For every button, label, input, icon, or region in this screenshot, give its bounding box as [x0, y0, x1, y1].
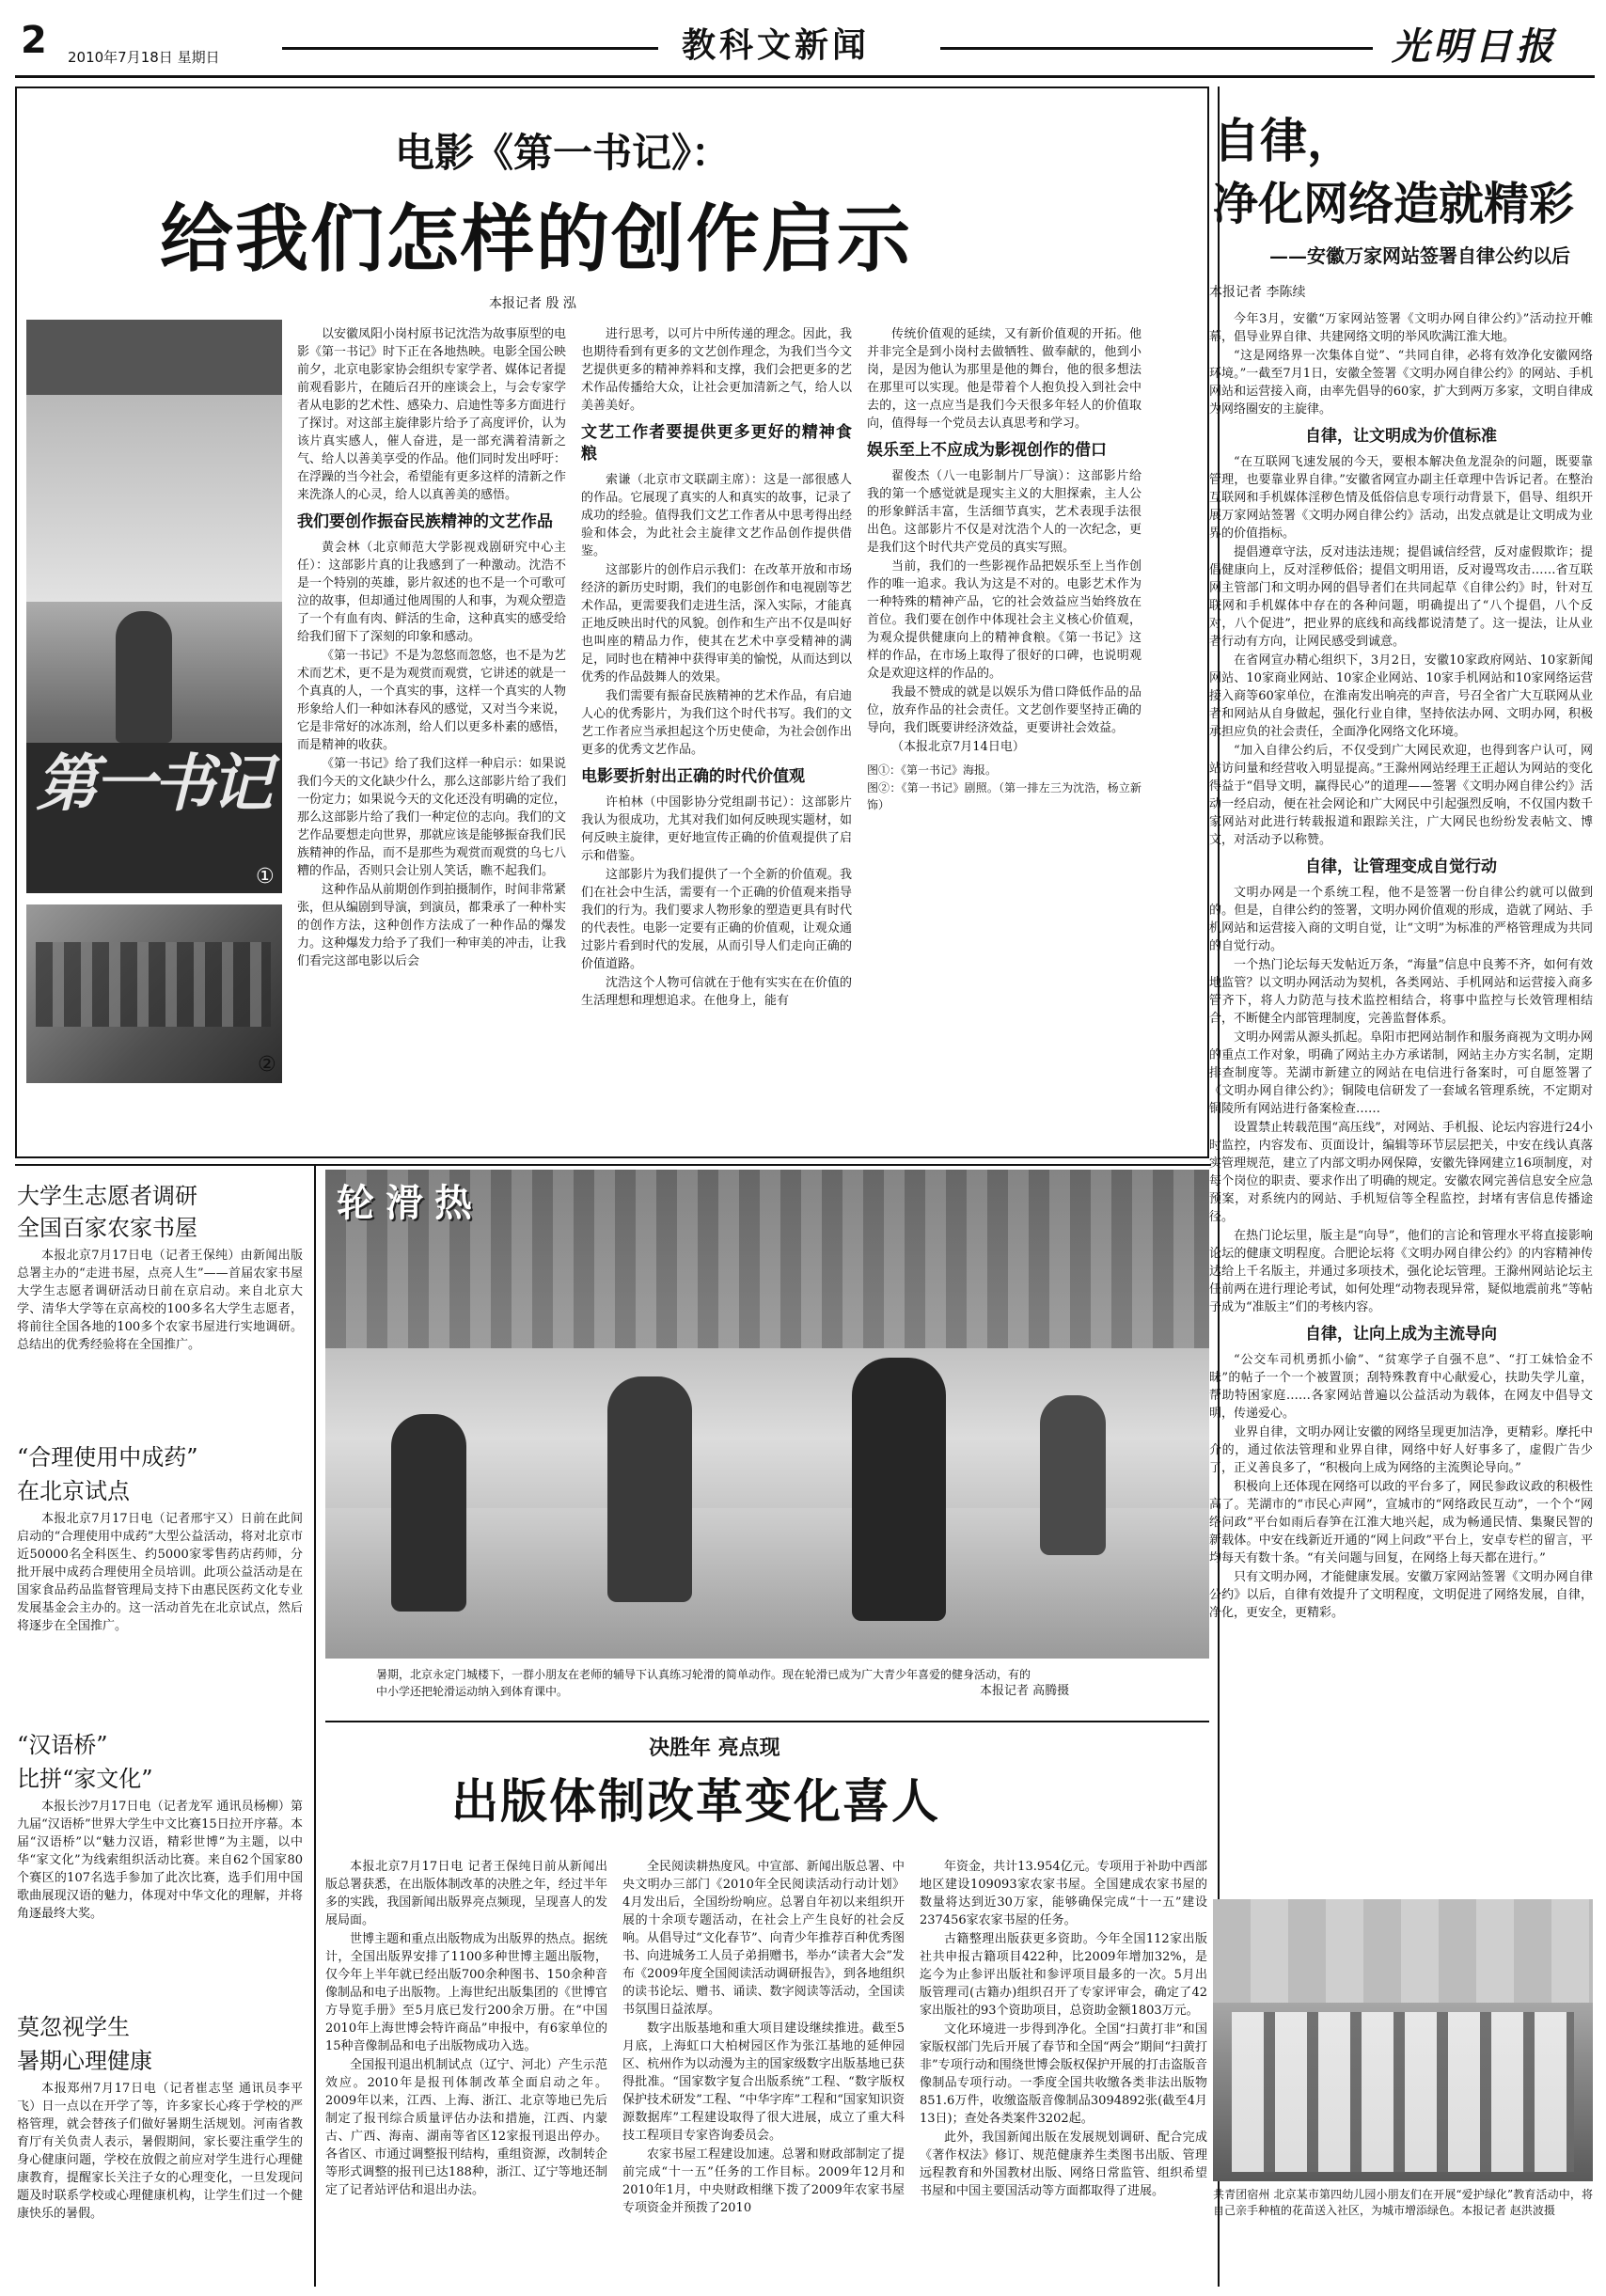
- right-para: 积极向上还体现在网络可以政的平台多了，网民参政议政的积极性高了。芜湖市的“市民心声网”，宣城市的“网络政民互动”，一个个“网络问政”平台如雨后春笋在江淮大地兴起，成为畅通民情、集聚民智的新载体。中安在线新近开通的“网上问政”平台上，安卓专栏的留言，平均每天有数十条。“有关问题与回复，在网络上每天都在进行。”: [1209, 1480, 1593, 1565]
- paper-logo: 光明日报: [1392, 24, 1557, 69]
- lead-col2-para: 我们需要有振奋民族精神的艺术作品，有启迪人心的优秀影片，为我们这个时代书写。我们的文艺工作者应当承担起这个历史使命，为社会创作出更多的优秀文艺作品。: [581, 689, 852, 757]
- right-para: 文明办网需从源头抓起。阜阳市把网站制作和服务商视为文明办网的重点工作对象，明确了网站主办方承诺制，网站主办方实名制，定期排查制度等。芜湖市新建立的网站在电信进行备案时，可自愿签署了《文明办网自律公约》；铜陵电信研发了一套域名管理系统，不定期对铜陵所有网站进行备案检查……: [1209, 1030, 1593, 1116]
- bottom-col3-para: 年资金，共计13.954亿元。专项用于补助中西部地区建设109093家农家书屋。全国建成农家书屋的数量将达到近30万家，能够确保完成“十一五”建设237456家农家书屋的任务。: [920, 1860, 1207, 1927]
- lead-column-1: [297, 325, 566, 1096]
- lead-col3-para: 翟俊杰（八一电影制片厂导演）：这部影片给我的第一个感觉就是现实主义的大胆探索，主人公的形象鲜活丰富，生活细节真实，艺术表现手法很出色。这部影片不仅是对沈浩个人的一次纪念，更是我们这个时代共产党员的真实写照。: [867, 469, 1142, 555]
- kindergarten-photo: [1213, 1899, 1593, 2181]
- still-mark: ②: [258, 1053, 276, 1077]
- lead-subhead-2: 文艺工作者要提供更多更好的精神食粮: [581, 423, 852, 464]
- lead-col2-para: 这部影片为我们提供了一个全新的价值观。我们在社会中生活，需要有一个正确的价值观来指导我们的行为。我们要求人物形象的塑造更具有时代的代表性。电影一定要有正确的价值观，让观众通过影片看到时代的发展，从而引导人们走向正确的价值道路。: [581, 868, 852, 971]
- right-para: 设置禁止转载范围“高压线”，对网站、手机报、论坛内容进行24小时监控，内容发布、页面设计，编辑等环节层层把关，中安在线认真落实管理规范，建立了内部文明办网保障，安徽先锋网建立16项制度，对每个岗位的职责、要求作出了明确的规定。安徽农网完善信息安全应急预案，对系统内的网站、手机短信等全程监控，封堵有害信息传播途径。: [1209, 1121, 1593, 1224]
- bottom-col3-para: 文化环境进一步得到净化。全国“扫黄打非”和国家版权部门先后开展了春节和全国“两会”期间“扫黄打非”专项行动和围绕世博会版权保护开展的打击盗版音像制品专项行动。一季度全国共收缴各类非法出版物851.6万件，收缴盗版音像制品3094892张(截至4月13日)；查处各类案件3202起。: [920, 2022, 1207, 2126]
- rollerskate-photo: [325, 1170, 1209, 1659]
- briefs-top-rule: [15, 1164, 1211, 1166]
- right-para: “加入自律公约后，不仅受到广大网民欢迎，也得到客户认可，网站访问量和经营收入明显提高。”王滁州网站经理王正超认为网站的变化得益于“倡导文明，赢得民心”的道理——签署《文明办网自律公约》活动一经启动，便在社会网论和广大网民中引起强烈反响，不仅国内数千家网站对此进行转载报道和跟踪关注，广大网民也纷纷发表帖文、博文，对活动予以称赞。: [1209, 744, 1593, 847]
- rollerskate-title: 轮滑热: [337, 1181, 483, 1225]
- lead-subhead-4: 娱乐至上不应成为影视创作的借口: [867, 441, 1107, 460]
- photo-wall: [1213, 1899, 1593, 2003]
- poster-sky: [26, 395, 282, 602]
- bottom-article-rule: [325, 1721, 1209, 1722]
- bottom-column-3: [920, 1858, 1207, 2287]
- brief2-title-1: “合理使用中成药”: [17, 1444, 198, 1470]
- bottom-col1-para: 世博主题和重点出版物成为出版界的热点。据统计，全国出版界安排了1100多种世博主题出版物，仅今年上半年就已经出版700余种图书、150余种音像制品和电子出版物。上海世纪出版集团的《世博官方导览手册》至5月底已发行200余万册。在“中国2010年上海世博会特许商品”申报中，有6家单位的15种音像制品和电子出版物成功入选。: [325, 1932, 607, 2053]
- bottom-title: 出版体制改革变化喜人: [451, 1773, 940, 1829]
- film-poster-photo: [26, 320, 282, 893]
- lead-col1-para: 以安徽凤阳小岗村原书记沈浩为故事原型的电影《第一书记》时下正在各地热映。电影全国公映前夕，北京电影家协会组织专家学者、媒体记者提前观看影片，在随后召开的座谈会上，与会专家学者从电影的艺术性、感染力、启迪性等多方面进行了探讨。对这部主旋律影片给予了高度评价，认为该片真实感人，催人奋进，是一部充满着清新之气、给人以善美享受的作品。他们同时发出呼吁：在浮躁的当今社会，希望能有更多这样的清新之作来洗涤人的心灵，给人以真善美的感悟。: [297, 327, 566, 502]
- lead-col2-para: 这部影片的创作启示我们：在改革开放和市场经济的新历史时期，我们的电影创作和电视剧等艺术作品，更需要我们走进生活，深入实际，才能真正地反映出时代的风貌。创作和生产出不仅是叫好也叫座的精品力作，使其在艺术中享受精神的满足，同时也在精神中获得审美的愉悦，从而达到以优秀的作品鼓舞人的效果。: [581, 563, 852, 684]
- lead-column-3: [867, 325, 1142, 1096]
- right-para: 业界自律，文明办网让安徽的网络呈现更加洁净，更精彩。摩托中介的，通过依法管理和业界自律，网络中好人好事多了，虚假广告少了，正义善良多了，“积极向上成为网络的主流舆论导向。”: [1209, 1425, 1593, 1475]
- lead-title: 给我们怎样的创作启示: [160, 197, 913, 282]
- brief4-body: [17, 2080, 303, 2282]
- lead-col2-para: 索谦（北京市文联副主席）：这是一部很感人的作品。它展现了真实的人和真实的故事，记录了成功的经验。值得我们文艺工作者从中思考得出经验和体会，为此社会主旋律文艺作品创作提供借鉴。: [581, 473, 852, 558]
- rollerskate-caption: 暑期，北京永定门城楼下，一群小朋友在老师的辅导下认真练习轮滑的简单动作。现在轮滑已成为广大青少年喜爱的健身活动，有的中小学还把轮滑运动纳入到体育课中。: [376, 1668, 1031, 1698]
- lead-byline: 本报记者 殷 泓: [489, 296, 576, 311]
- right-para: 今年3月，安徽“万家网站签署《文明办网自律公约》”活动拉开帷幕，倡导业界自律、共建网络文明的举风吹满江淮大地。: [1209, 312, 1593, 344]
- lead-photo-caption: 图①：《第一书记》海报。: [867, 763, 998, 777]
- right-para: “公交车司机勇抓小偷”、“贫寒学子自强不息”、“打工妹恰金不昧”的帖子一个一个被置顶；刮特殊教育中心献爱心，扶助失学儿童，帮助特困家庭……各家网站普遍以公益活动为载体，在网友中倡导文明，传递爱心。: [1209, 1353, 1593, 1421]
- brief2-title-2: 在北京试点: [17, 1478, 130, 1504]
- bottom-col3-para: 此外，我国新闻出版在发展规划调研、配合完成《著作权法》修订、规范健康养生类图书出版、管理远程教育和外国教材出版、网络日常监管、组织希望书屋和中国主要国活动等方面都取得了进展。: [920, 2131, 1207, 2198]
- bottom-column-1: [325, 1858, 607, 2287]
- brief3-title-2: 比拼“家文化”: [17, 1766, 153, 1792]
- lead-col1-para: 《第一书记》给了我们这样一种启示：如果说我们今天的文化缺少什么，那么这部影片给了我们一份定力；如果说今天的文化还没有明确的定位，那么这部影片给了我们一种定位的志向。我们的文艺作品要想走向世界，那就应该是能够振奋我们民族精神的作品，而不是那些为观赏而观赏的乌七八糟的作品，否则只会让别人笑话，瞧不起我们。: [297, 757, 566, 878]
- lead-col2-para: 许柏林（中国影协分党组副书记）：这部影片我认为很成功，尤其对我们如何反映现实题材，如何反映主旋律，更好地宣传正确的价值观提供了启示和借鉴。: [581, 795, 852, 863]
- right-para: 提倡遵章守法，反对违法违规；提倡诚信经营，反对虚假欺诈；提倡健康向上，反对淫秽低俗；提倡文明用语，反对谩骂攻击……省互联网主管部门和文明办网的倡导者们在共同起草《自律公约》时，针对互联网和手机媒体中存在的各种问题，明确提出了“八个提倡，八个反对，八个促进”，把业界的底线和高线都说清楚了。这一提法，让从业者行动有方向，让网民感受到诚意。: [1209, 545, 1593, 649]
- brief3-para: 本报长沙7月17日电（记者龙军 通讯员杨柳）第九届“汉语桥”世界大学生中文比赛15日拉开序幕。本届“汉语桥”以“魅力汉语，精彩世博”为主题，以中华“家文化”为线索组织活动比赛。来自62个国家80个赛区的107名选手参加了此次比赛，选手们用中国歌曲展现汉语的魅力，体现对中华文化的理解，并将角逐最终大奖。: [17, 1800, 303, 1921]
- right-para: 在省网宣办精心组织下，3月2日，安徽10家政府网站、10家新闻网站、10家商业网站、10家企业网站、10家手机网站和10家网络运营接入商等60家单位，在淮南发出响亮的声音，号召全省广大互联网从业者和网站从自身做起，强化行业自律，坚持依法办网、文明办网，积极承担应负的社会责任，全面净化网络文化环境。: [1209, 653, 1593, 739]
- right-article-body: [1209, 310, 1593, 1890]
- lead-column-2: [581, 325, 852, 1096]
- right-para: “这是网络界一次集体自觉”、“共同自律，必将有效净化安徽网络环境。”一截至7月1日，安徽全签署《文明办网自律公约》的网站、手机网站和运营接入商，由率先倡导的60家，扩大到两万多家，文明自律成为网络圈安的主旋律。: [1209, 349, 1593, 417]
- skater-2: [607, 1376, 692, 1602]
- brief1-para: 本报北京7月17日电（记者王保纯）由新闻出版总署主办的“走进书屋，点亮人生”——首届农家书屋大学生志愿者调研活动日前在京启动。来自北京大学、清华大学等在京高校的100多名大学生志愿者，将前往全国各地的100多个农家书屋进行实地调研。总结出的优秀经验将在全国推广。: [17, 1249, 303, 1352]
- brief4-title-1: 莫忽视学生: [17, 2014, 130, 2040]
- brief3-body: [17, 1798, 303, 1986]
- lead-subhead-1: 我们要创作振奋民族精神的文艺作品: [297, 512, 553, 531]
- header-rule-right: [940, 47, 1373, 50]
- right-para: 一个热门论坛每天发帖近万条，“海量”信息中良莠不齐，如何有效地监管？以文明办网活动为契机，各类网站、手机网站和运营接入商多管齐下，将人力防范与技术监控相结合，将事中监控与长效管理相结合，不断健全内部管理制度，完善监督体系。: [1209, 958, 1593, 1026]
- bottom-col1-para: 本报北京7月17日电 记者王保纯日前从新闻出版总署获悉，在出版体制改革的决胜之年，经过半年多的实践，我国新闻出版界亮点频现，呈现喜人的发展局面。: [325, 1860, 607, 1927]
- poster-title-text: 第一书记: [36, 747, 269, 820]
- right-para: “在互联网飞速发展的今天，要根本解决鱼龙混杂的问题，既要靠管理，也要靠业界自律。”安徽省网宣办副主任章理中告诉记者。在整治互联网和手机媒体淫秽色情及低俗信息专项行动背景下，倡导、组织开展万家网站签署《文明办网自律公约》活动，出发点就是让文明成为业界的价值指标。: [1209, 455, 1593, 541]
- right-para: 文明办网是一个系统工程，他不是签署一份自律公约就可以做到的。但是，自律公约的签署，文明办网价值观的形成，造就了网站、手机网站和运营接入商的文明自觉，让“文明”为标准的严格管理成为共同的自觉行动。: [1209, 886, 1593, 953]
- skater-3: [852, 1358, 946, 1621]
- brief3-title-1: “汉语桥”: [17, 1732, 108, 1758]
- lead-col3-para: 传统价值观的延续，又有新价值观的开拓。他并非完全是到小岗村去做牺牲、做奉献的，他到小岗，是因为他认为那里是他的舞台，他的很多想法在那里可以实现。他是带着个人抱负投入到社会中去的，这一点应当是我们今天很多年轻人的价值取向，值得每一个党员去认真思考和学习。: [867, 327, 1142, 431]
- right-byline: 本报记者 李陈续: [1209, 285, 1306, 300]
- brief4-para: 本报郑州7月17日电（记者崔志坚 通讯员李平飞）日一点以在开学了等，许多家长心疼于学校的严格管理，就会替孩子们做好暑期生活规划。河南省教育厅有关负责人表示，暑假期间，家长要注重学生的身心健康问题，学校在放假之前应对学生进行心理健康教育，提醒家长关注子女的心理变化，一旦发现问题及时联系学校或心理健康机构，让学生们过一个健康快乐的暑假。: [17, 2082, 303, 2221]
- photo-children: [1232, 2012, 1574, 2172]
- brief1-title-1: 大学生志愿者调研: [17, 1183, 197, 1209]
- right-subhead-3: 自律，让向上成为主流导向: [1305, 1325, 1497, 1344]
- section-title: 教科文新闻: [682, 26, 871, 65]
- skater-1: [391, 1414, 466, 1612]
- lead-photo-caption: 图②：《第一书记》剧照。（第一排左三为沈浩，杨立新饰）: [867, 781, 1142, 811]
- right-subtitle: ——安徽万家网站签署自律公约以后: [1269, 244, 1570, 267]
- brief2-body: [17, 1510, 303, 1698]
- right-para: 只有文明办网，才能健康发展。安徽万家网站签署《文明办网自律公约》以后，自律有效提升了文明程度，文明促进了网络发展，自律，净化，更安全，更精彩。: [1209, 1570, 1593, 1620]
- page-number: 2: [21, 19, 47, 62]
- film-still-photo: [26, 904, 282, 1083]
- header-rule-left: [282, 47, 658, 50]
- briefs-divider: [314, 1164, 316, 2287]
- lead-col1-para: 《第一书记》不是为忽悠而忽悠，也不是为艺术而艺术，更不是为观赏而观赏，它讲述的就是一个真真的人，一个真实的事，这样一个真实的人物形象给人们一种如沐春风的感觉，又对当今来说，它是非常好的冰冻剂，给人们以更多朴素的感悟，而是精神的收获。: [297, 649, 566, 752]
- brief1-title-2: 全国百家农家书屋: [17, 1215, 197, 1241]
- right-title-line1: 自律，: [1213, 113, 1354, 168]
- bottom-kicker: 决胜年 亮点现: [649, 1736, 780, 1760]
- lead-kicker: 电影《第一书记》：: [395, 130, 732, 176]
- header-bottom-rule: [15, 75, 1595, 78]
- bottom-col3-para: 古籍整理出版获更多资助。今年全国112家出版社共申报古籍项目422种，比2009年增加32%，是迄今为止参评出版社和参评项目最多的一次。5月出版管理司(古籍办)组织召开了专家评审会，确定了42家出版社的93个资助项目，总资助金额1803万元。: [920, 1932, 1207, 2018]
- kindergarten-caption: 共青团宿州 北京某市第四幼儿园小朋友们在开展“爱护绿化”教育活动中，将自己亲手种植的花苗送入社区，为城市增添绿色。本报记者 赵洪波摄: [1213, 2188, 1593, 2217]
- right-title-line2: 净化网络造就精彩: [1213, 178, 1575, 230]
- rollerskate-credit: 本报记者 高腾摄: [980, 1684, 1070, 1698]
- lead-col1-para: 这种作品从前期创作到拍摄制作，时间非常紧张，但从编剧到导演，到演员，都秉承了一种朴实的创作方法，这种创作方法成了一种作品的爆发力。这种爆发力给予了我们一种审美的冲击，让我们看完这部电影以后会: [297, 883, 566, 968]
- brief4-title-2: 暑期心理健康: [17, 2048, 152, 2074]
- lead-col1-para: 黄会林（北京师范大学影视戏剧研究中心主任）：这部影片真的让我感到了一种激动。沈浩不是一个特别的英雄，影片叙述的也不是一个可歌可泣的故事，但却通过他周围的人和事，为观众塑造了一个有血有肉、鲜活的生命，这种真实的感受给给我们留下了深刻的印象和感动。: [297, 541, 566, 644]
- bottom-col1-para: 全国报刊退出机制试点（辽宁、河北）产生示范效应。2010年是报刊体制改革全面启动之年。2009年以来，江西、上海、浙江、北京等地已先后制定了报刊综合质量评估办法和措施，江西、内蒙古、广西、海南、湖南等省区12家报刊退出停办。各省区、市通过调整报刊结构，重组资源，改制转企等形式调整的报刊已达188种，浙江、辽宁等地还制定了记者站评估和退出办法。: [325, 2058, 607, 2197]
- issue-date: 2010年7月18日 星期日: [68, 49, 220, 66]
- poster-figure: [116, 611, 172, 743]
- bottom-column-2: [622, 1858, 905, 2287]
- bottom-col2-para: 农家书屋工程建设加速。总署和财政部制定了提前完成“十一五”任务的工作目标。2009年12月和2010年1月，中央财政相继下拨了2009年农家书屋专项资金并预拨了2010: [622, 2147, 905, 2215]
- poster-mark: ①: [256, 865, 275, 889]
- brief1-body: [17, 1247, 303, 1407]
- lead-col2-para: 沈浩这个人物可信就在于他有实实在在价值的生活理想和理想追求。在他身上，能有: [581, 976, 852, 1008]
- bottom-col2-para: 数字出版基地和重大项目建设继续推进。截至5月底，上海虹口大柏树园区作为张江基地的延伸园区、杭州作为以动漫为主的国家级数字出版基地已获得批准。“国家数字复合出版系统”工程、“数字版权保护技术研发”工程、“中华字库”工程和“国家知识资源数据库”工程建设取得了很大进展，成立了重大科技工程项目专家咨询委员会。: [622, 2021, 905, 2143]
- right-para: 在热门论坛里，版主是“向导”，他们的言论和管理水平将直接影响论坛的健康文明程度。合肥论坛将《文明办网自律公约》的内容精神传达给上千名版主，并通过多项技术，强化论坛管理。王滁州网站论坛主任前两在进行理论考试，如何处理“动物表现异常，疑似地震前兆”等帖子成为“准版主”们的考核内容。: [1209, 1229, 1593, 1314]
- lead-col3-para: 当前，我们的一些影视作品把娱乐至上当作创作的唯一追求。我认为这是不对的。电影艺术作为一种特殊的精神产品，它的社会效益应当始终放在首位。我们要在创作中体现社会主义核心价值观，为观众提供健康向上的精神食粮。《第一书记》这样的作品，在市场上取得了很好的口碑，也说明观众是欢迎这样的作品的。: [867, 559, 1142, 681]
- right-subhead-2: 自律，让管理变成自觉行动: [1305, 857, 1497, 876]
- lead-col3-para: （本报北京7月14日电）: [891, 740, 1025, 754]
- brief2-para: 本报北京7月17日电（记者邢宇又）日前在此间启动的“合理使用中成药”大型公益活动，将对北京市近50000名全科医生、约5000家零售药店药师，分批开展中成药合理使用全员培训。此项公益活动是在国家食品药品监督管理局支持下由惠民医药文化专业发展基金会主办的。这一活动首先在北京试点，然后将逐步在全国推广。: [17, 1512, 303, 1633]
- lead-col3-para: 我最不赞成的就是以娱乐为借口降低作品的品位，放弃作品的社会责任。文艺创作要坚持正确的导向，我们既要讲经济效益，更要讲社会效益。: [867, 685, 1142, 735]
- lead-subhead-3: 电影要折射出正确的时代价值观: [581, 767, 805, 786]
- still-crowd: [36, 942, 271, 1027]
- bottom-col2-para: 全民阅读耕热度风。中宣部、新闻出版总署、中央文明办三部门《2010年全民阅读活动行动计划》4月发出后，全国纷纷响应。总署自年初以来组织开展的十余项专题活动，在社会上产生良好的社会反响。从倡导过“文化春节”、向青少年推荐百种优秀图书、向进城务工人员子弟捐赠书，举办“读者大会”发布《2009年度全国阅读活动调研报告》，到各地组织的读书论坛、赠书、诵读、数字阅读等活动，全国读书氛围日益浓厚。: [622, 1860, 905, 2017]
- skater-4: [1040, 1395, 1106, 1555]
- lead-col2-para: 进行思考，以可片中所传递的理念。因此，我也期待看到有更多的文艺创作理念，为我们当今文艺提供更多的精神养料和支撑，我们会把更多的艺术作品传播给大众，让社会更加清新之气，给人以美善美好。: [581, 327, 852, 413]
- poster-cast-strip: [26, 320, 282, 395]
- right-subhead-1: 自律，让文明成为价值标准: [1305, 427, 1497, 446]
